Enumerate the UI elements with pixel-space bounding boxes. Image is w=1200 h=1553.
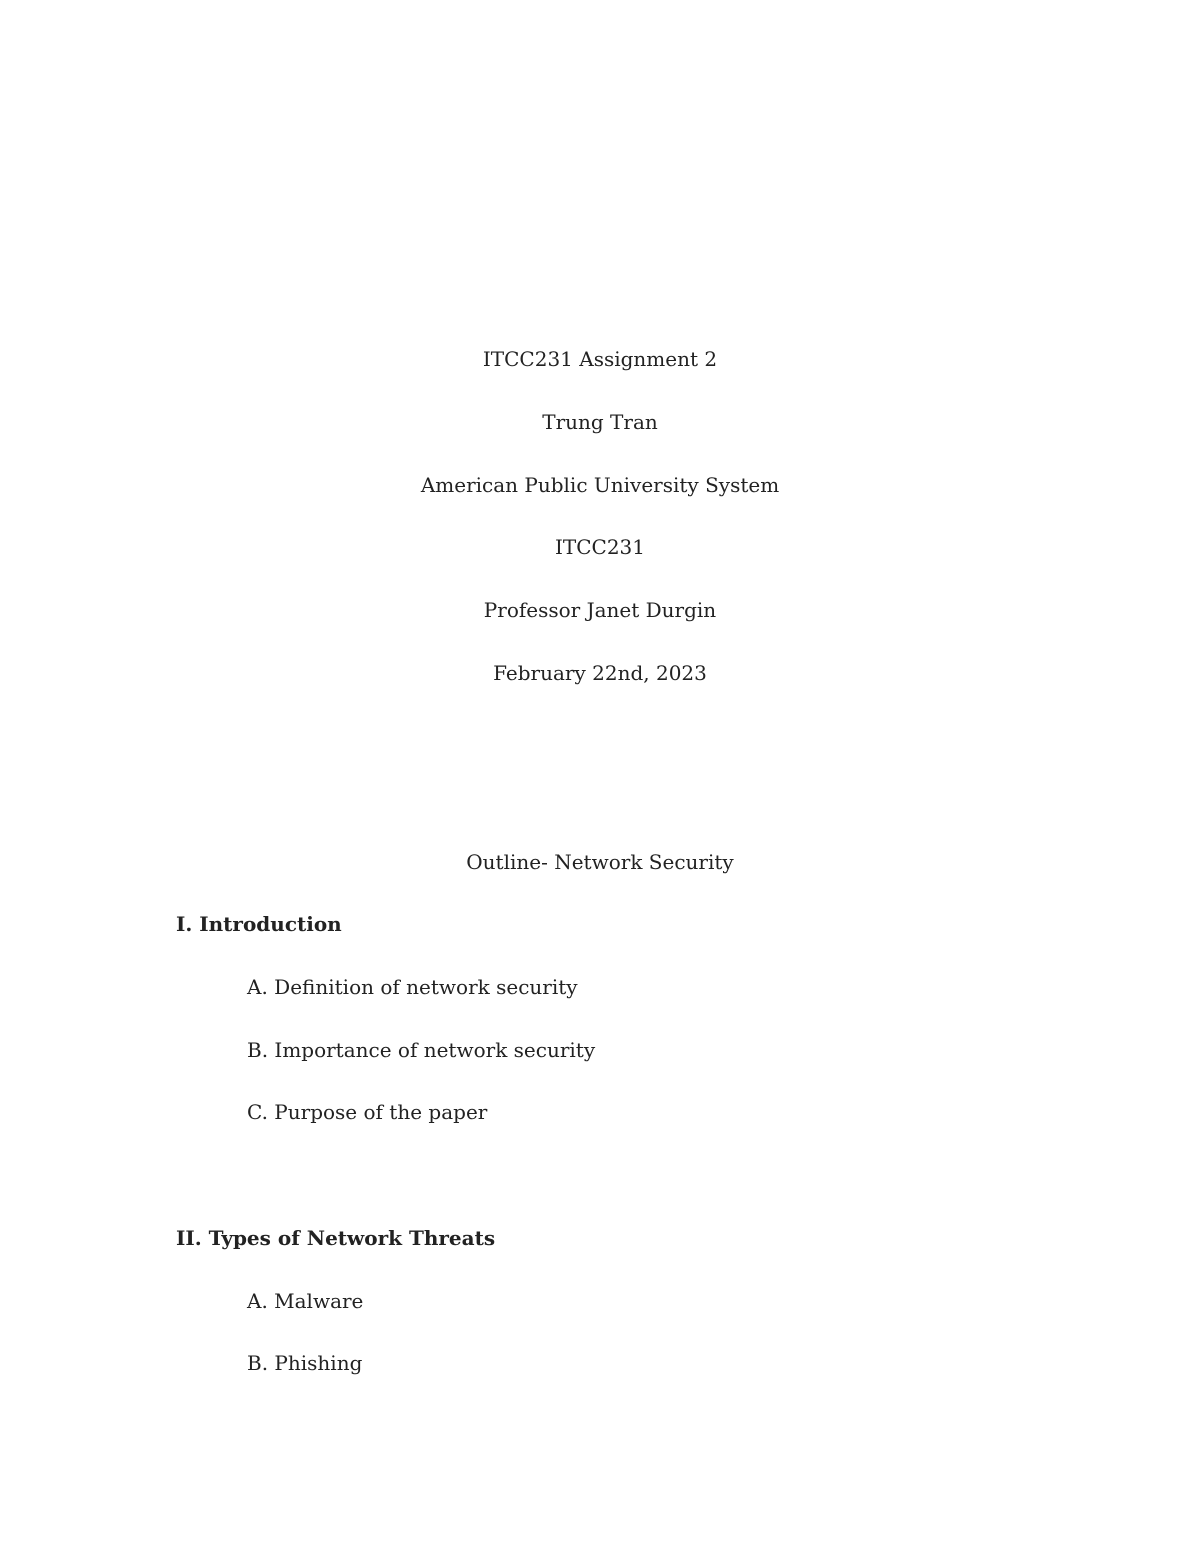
instructor-name: Professor Janet Durgin xyxy=(483,598,717,622)
outline-item: B. Phishing xyxy=(247,1351,363,1375)
assignment-title: ITCC231 Assignment 2 xyxy=(482,347,718,371)
section-heading: I. Introduction xyxy=(176,912,342,936)
outline-item: B. Importance of network security xyxy=(247,1038,596,1062)
submission-date: February 22nd, 2023 xyxy=(493,661,707,685)
outline-item: A. Definition of network security xyxy=(247,975,578,999)
section-heading: II. Types of Network Threats xyxy=(176,1226,496,1250)
author-name: Trung Tran xyxy=(542,410,658,434)
outline-item: C. Purpose of the paper xyxy=(247,1100,488,1124)
institution-name: American Public University System xyxy=(420,473,780,497)
outline-item: A. Malware xyxy=(247,1289,364,1313)
course-code: ITCC231 xyxy=(554,535,646,559)
outline-title: Outline- Network Security xyxy=(466,850,734,874)
